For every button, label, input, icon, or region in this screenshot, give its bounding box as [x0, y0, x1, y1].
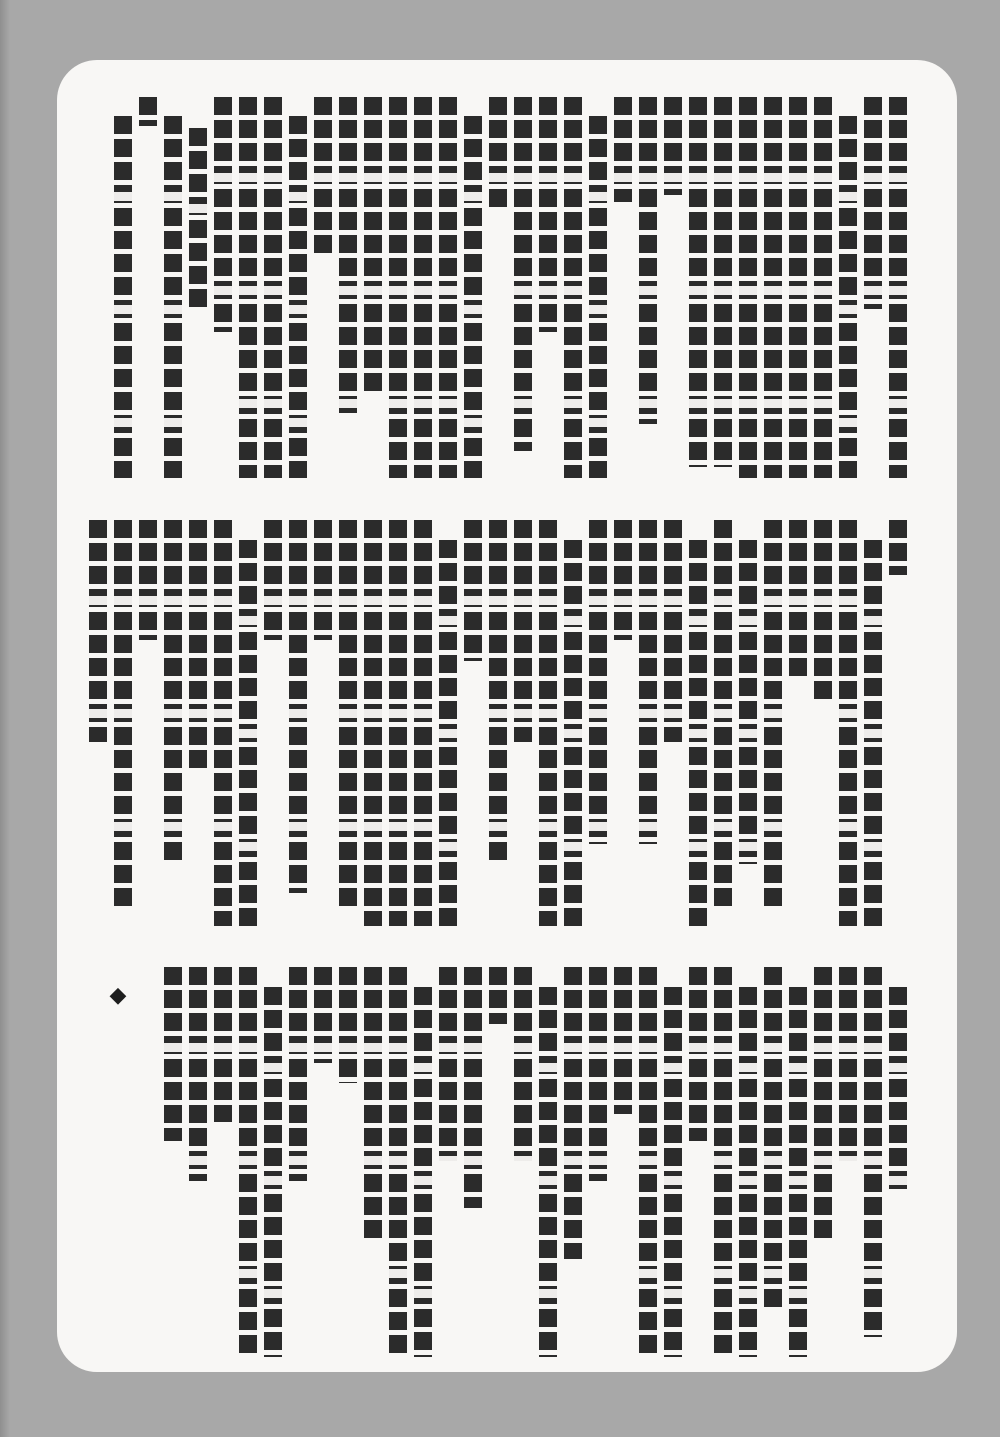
doujin-page [57, 60, 957, 1372]
redacted-vertical-text-column [514, 518, 532, 742]
redacted-vertical-text-column [839, 518, 857, 926]
redacted-vertical-text-column [189, 126, 207, 310]
redacted-vertical-text-column [264, 518, 282, 640]
redacted-vertical-text-column [239, 538, 257, 926]
redacted-vertical-text-column [589, 965, 607, 1181]
redacted-vertical-text-column [764, 965, 782, 1310]
redacted-vertical-text-column [714, 965, 732, 1357]
text-band-1 [89, 95, 907, 478]
redacted-vertical-text-column [514, 95, 532, 451]
redacted-vertical-text-column [739, 985, 757, 1357]
redacted-vertical-text-column [314, 965, 332, 1063]
redacted-vertical-text-column [889, 95, 907, 478]
redacted-vertical-text-column [639, 95, 657, 424]
redacted-vertical-text-column [489, 518, 507, 865]
redacted-vertical-text-column [364, 965, 382, 1239]
redacted-vertical-text-column [589, 518, 607, 844]
redacted-vertical-text-column [264, 95, 282, 478]
redacted-vertical-text-column [664, 95, 682, 195]
redacted-vertical-text-column [714, 518, 732, 906]
redacted-vertical-text-column [214, 518, 232, 926]
redacted-vertical-text-column [614, 518, 632, 640]
redacted-vertical-text-column [289, 965, 307, 1181]
redacted-vertical-text-column [439, 95, 457, 478]
redacted-vertical-text-column [864, 538, 882, 926]
redacted-vertical-text-column [539, 985, 557, 1357]
redacted-vertical-text-column [564, 95, 582, 478]
redacted-vertical-text-column [814, 965, 832, 1239]
redacted-vertical-text-column [314, 95, 332, 256]
redacted-vertical-text-column [389, 518, 407, 926]
redacted-vertical-text-column [864, 965, 882, 1337]
redacted-vertical-text-column [689, 538, 707, 926]
redacted-vertical-text-column [489, 95, 507, 210]
redacted-vertical-text-column [839, 114, 857, 478]
redacted-vertical-text-column [414, 95, 432, 478]
redacted-vertical-text-column [764, 95, 782, 478]
redacted-vertical-text-column [689, 95, 707, 467]
redacted-vertical-text-column [114, 114, 132, 478]
redacted-vertical-text-column [314, 518, 332, 640]
redacted-vertical-text-column [689, 965, 707, 1141]
redacted-vertical-text-column [714, 95, 732, 467]
redacted-vertical-text-column [789, 95, 807, 478]
scan-edge-shading [0, 0, 10, 1437]
redacted-vertical-text-column [414, 985, 432, 1357]
redacted-vertical-text-column [464, 965, 482, 1208]
redacted-vertical-text-column [214, 95, 232, 332]
redacted-vertical-text-column [614, 95, 632, 202]
redacted-vertical-text-column [339, 518, 357, 906]
redacted-vertical-text-column [439, 538, 457, 926]
redacted-vertical-text-column [289, 114, 307, 478]
redacted-vertical-text-column [539, 518, 557, 926]
text-band-3 [89, 965, 907, 1357]
redacted-vertical-text-column [564, 538, 582, 926]
redacted-vertical-text-column [639, 965, 657, 1357]
redacted-vertical-text-column [739, 538, 757, 864]
redacted-vertical-text-column [189, 518, 207, 771]
redacted-vertical-text-column [639, 518, 657, 844]
redacted-vertical-text-column [389, 965, 407, 1357]
redacted-vertical-text-column [189, 965, 207, 1181]
section-divider-diamond-icon: ◆ [109, 983, 127, 1008]
redacted-vertical-text-column [389, 95, 407, 478]
redacted-vertical-text-column [414, 518, 432, 926]
redacted-vertical-text-column [789, 985, 807, 1357]
redacted-vertical-text-column [764, 518, 782, 906]
redacted-vertical-text-column [464, 114, 482, 478]
redacted-vertical-text-column [839, 965, 857, 1161]
redacted-vertical-text-column [139, 95, 157, 126]
redacted-vertical-text-column [889, 985, 907, 1189]
redacted-vertical-text-column [464, 518, 482, 661]
redacted-vertical-text-column [339, 95, 357, 413]
text-band-2 [89, 518, 907, 926]
redacted-vertical-text-column [164, 114, 182, 478]
redacted-vertical-text-column [564, 965, 582, 1259]
redacted-vertical-text-column [814, 95, 832, 478]
redacted-vertical-text-column [214, 965, 232, 1122]
redacted-vertical-text-column [614, 965, 632, 1114]
redacted-vertical-text-column [539, 95, 557, 332]
redacted-vertical-text-column [364, 95, 382, 394]
redacted-vertical-text-column [489, 965, 507, 1024]
redacted-vertical-text-column [439, 965, 457, 1161]
redacted-vertical-text-column [289, 518, 307, 893]
redacted-vertical-text-column [139, 518, 157, 640]
redacted-vertical-text-column [339, 965, 357, 1083]
redacted-vertical-text-column [889, 518, 907, 575]
redacted-vertical-text-column [739, 95, 757, 478]
redacted-vertical-text-column [164, 518, 182, 865]
redacted-vertical-text-column [664, 985, 682, 1357]
redacted-vertical-text-column [514, 965, 532, 1161]
redacted-vertical-text-column [239, 95, 257, 478]
redacted-vertical-text-column [364, 518, 382, 926]
redacted-vertical-text-column [814, 518, 832, 702]
redacted-vertical-text-column [89, 518, 107, 742]
redacted-vertical-text-column [239, 965, 257, 1357]
redacted-vertical-text-column [789, 518, 807, 681]
redacted-vertical-text-column [114, 518, 132, 906]
redacted-vertical-text-column [589, 114, 607, 478]
redacted-vertical-text-column [664, 518, 682, 742]
redacted-vertical-text-column [164, 965, 182, 1141]
redacted-vertical-text-column [864, 95, 882, 309]
redacted-vertical-text-column [264, 985, 282, 1357]
